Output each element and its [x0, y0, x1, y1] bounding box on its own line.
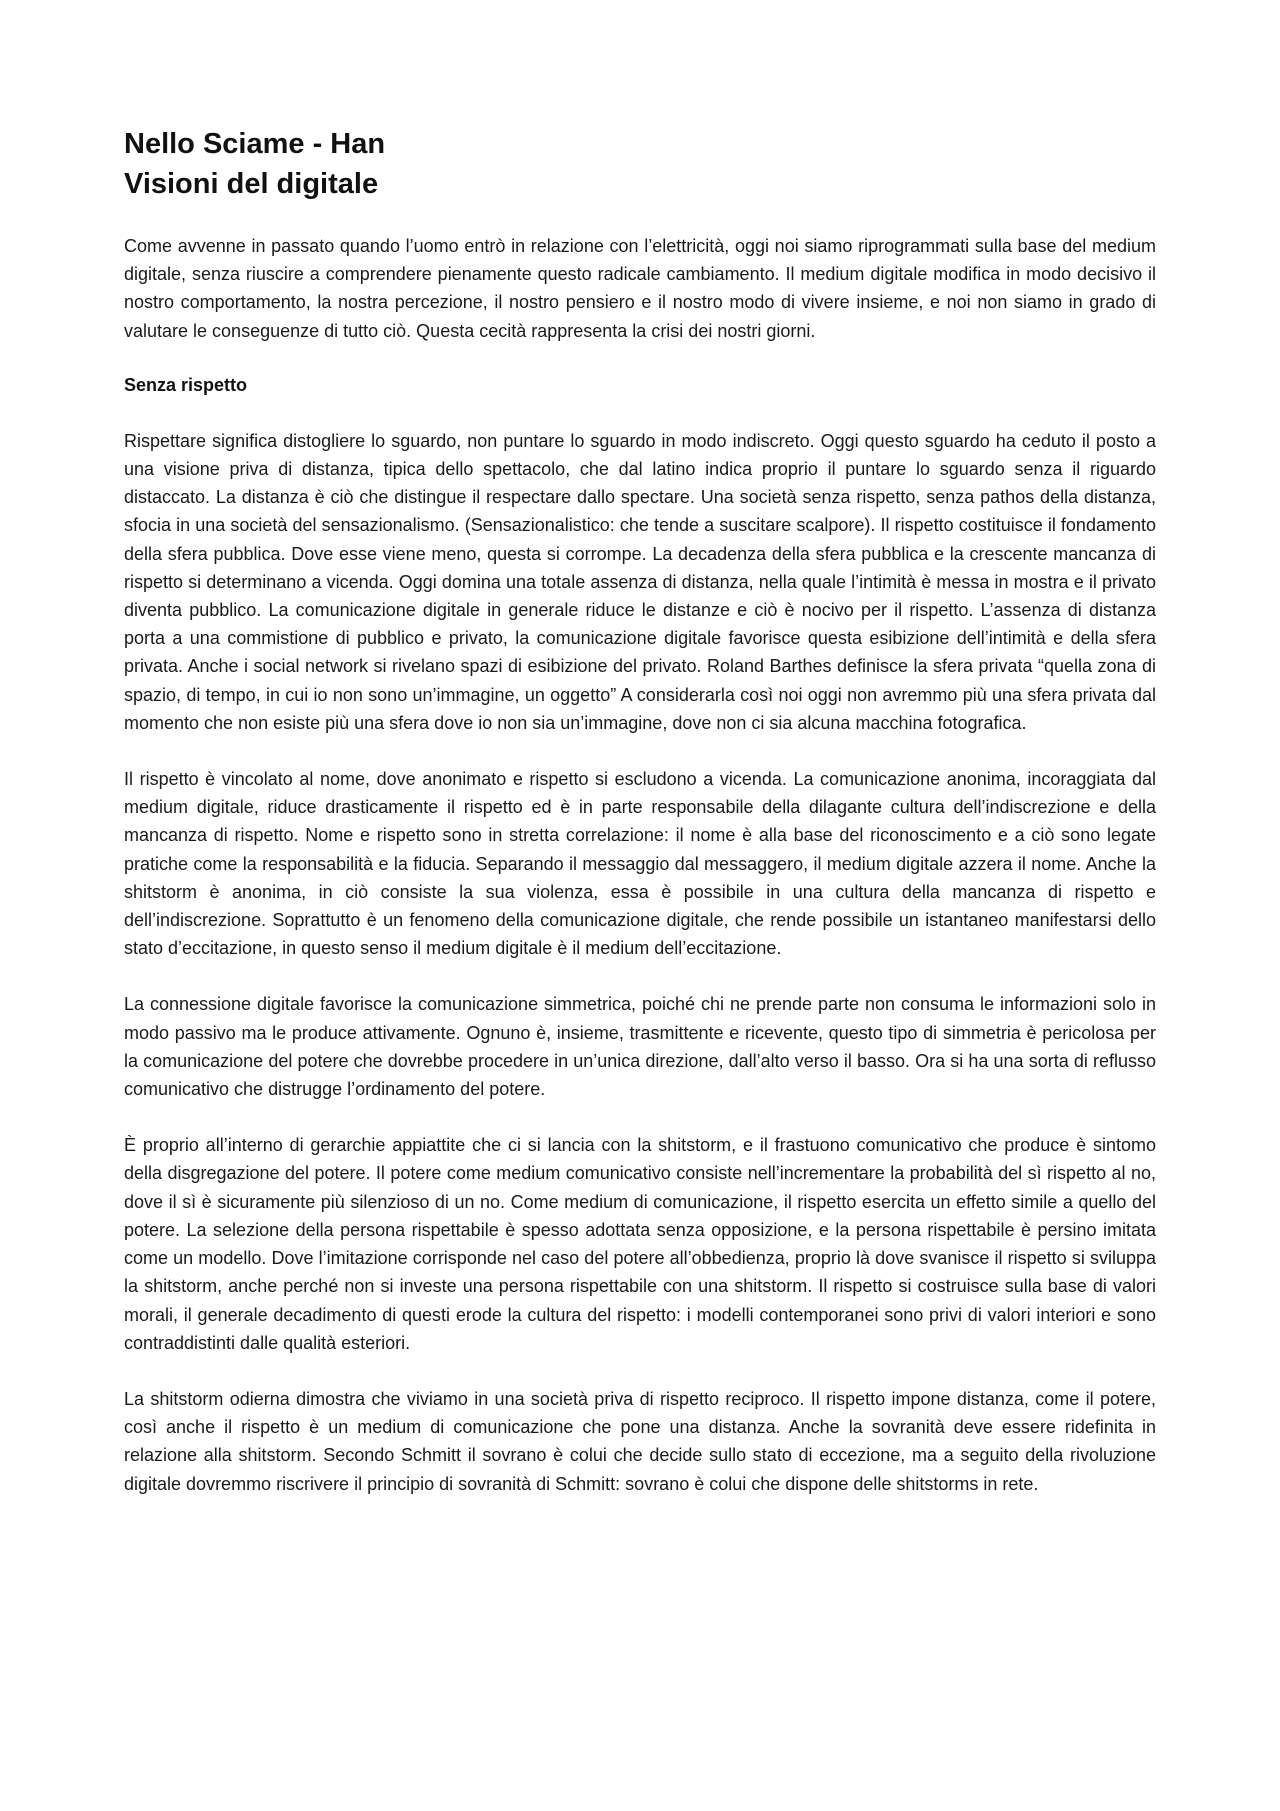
paragraph-1: Rispettare significa distogliere lo sguardo, non puntare lo sguardo in modo indiscreto. Oggi questo sguardo ha ceduto il posto a una visione priva di distanza, tipica dello spettacolo, che dal latino indica proprio il puntare lo sguardo senza il riguardo distaccato. La distanza è ciò che distingue il respectare dallo spectare. Una società senza rispetto, senza pathos della distanza, sfocia in una società del sensazionalismo. (Sensazionalistico: che tende a suscitare scalpore). Il rispetto costituisce il fondamento della sfera pubblica. Dove esse viene meno, questa si corrompe. La decadenza della sfera pubblica e la crescente mancanza di rispetto si determinano a vicenda. Oggi domina una totale assenza di distanza, nella quale l’intimità è messa in mostra e il privato diventa pubblico. La comunicazione digitale in generale riduce le distanze e ciò è nocivo per il rispetto. L’assenza di distanza porta a una commistione di pubblico e privato, la comunicazione digitale favorisce questa esibizione dell’intimità e della sfera privata. Anche i social network si rivelano spazi di esibizione del privato. Roland Barthes definisce la sfera privata “quella zona di spazio, di tempo, in cui io non sono un’immagine, un oggetto” A considerarla così noi oggi non avremmo più una sfera privata dal momento che non esiste più una sfera dove io non sia un’immagine, dove non ci sia alcuna macchina fotografica.	[124, 430, 1156, 733]
paragraph-5: La shitstorm odierna dimostra che viviamo in una società priva di rispetto reciproco. Il rispetto impone distanza, come il potere, così anche il rispetto è un medium di comunicazione che pone una distanza. Anche la sovranità deve essere ridefinita in relazione alla shitstorm. Secondo Schmitt il sovrano è colui che decide sullo stato di eccezione, ma a seguito della rivoluzione digitale dovremmo riscrivere il principio di sovranità di Schmitt: sovrano è colui che dispone delle shitstorms in rete.	[124, 1388, 1156, 1494]
title-line-2: Visioni del digitale	[124, 168, 379, 200]
document-page	[124, 124, 1156, 1498]
paragraph-2: Il rispetto è vincolato al nome, dove anonimato e rispetto si escludono a vicenda. La comunicazione anonima, incoraggiata dal medium digitale, riduce drasticamente il rispetto ed è in parte responsabile della dilagante cultura dell’indiscrezione e della mancanza di rispetto. Nome e rispetto sono in stretta correlazione: il nome è alla base del riconoscimento e a ciò sono legate pratiche come la responsabilità e la fiducia. Separando il messaggio dal messaggero, il medium digitale azzera il nome. Anche la shitstorm è anonima, in ciò consiste la sua violenza, essa è possibile in una cultura della mancanza di rispetto e dell’indiscrezione. Soprattutto è un fenomeno della comunicazione digitale, che rende possibile un istantaneo manifestarsi dello stato d’eccitazione, in questo senso il medium digitale è il medium dell’eccitazione.	[124, 769, 1156, 959]
document-title	[124, 124, 1156, 204]
paragraph-3: La connessione digitale favorisce la comunicazione simmetrica, poiché chi ne prende parte non consuma le informazioni solo in modo passivo ma le produce attivamente. Ognuno è, insieme, trasmittente e ricevente, questo tipo di simmetria è pericolosa per la comunicazione del potere che dovrebbe procedere in un’unica direzione, dall’alto verso il basso. Ora si ha una sorta di reflusso comunicativo che distrugge l’ordinamento del potere.	[124, 994, 1156, 1100]
paragraph-4: È proprio all’interno di gerarchie appiattite che ci si lancia con la shitstorm, e il frastuono comunicativo che produce è sintomo della disgregazione del potere. Il potere come medium comunicativo consiste nell’incrementare la probabilità del sì rispetto al no, dove il sì è sicuramente più silenzioso di un no. Come medium di comunicazione, il rispetto esercita un effetto simile a quello del potere. La selezione della persona rispettabile è spesso adottata senza opposizione, e la persona rispettabile è persino imitata come un modello. Dove l’imitazione corrisponde nel caso del potere all’obbedienza, proprio là dove svanisce il rispetto si sviluppa la shitstorm, anche perché non si investe una persona rispettabile con una shitstorm. Il rispetto si costruisce sulla base di valori morali, il generale decadimento di questi erode la cultura del rispetto: i modelli contemporanei sono privi di valori interiori e sono contraddistinti dalle qualità esteriori.	[124, 1135, 1156, 1353]
title-line-1: Nello Sciame - Han	[124, 128, 386, 160]
section-heading: Senza rispetto	[124, 374, 248, 395]
intro-paragraph: Come avvenne in passato quando l’uomo entrò in relazione con l’elettricità, oggi noi siamo riprogrammati sulla base del medium digitale, senza riuscire a comprendere pienamente questo radicale cambiamento. Il medium digitale modifica in modo decisivo il nostro comportamento, la nostra percezione, il nostro pensiero e il nostro modo di vivere insieme, e noi non siamo in grado di valutare le conseguenze di tutto ciò. Questa cecità rappresenta la crisi dei nostri giorni.	[124, 236, 1156, 341]
